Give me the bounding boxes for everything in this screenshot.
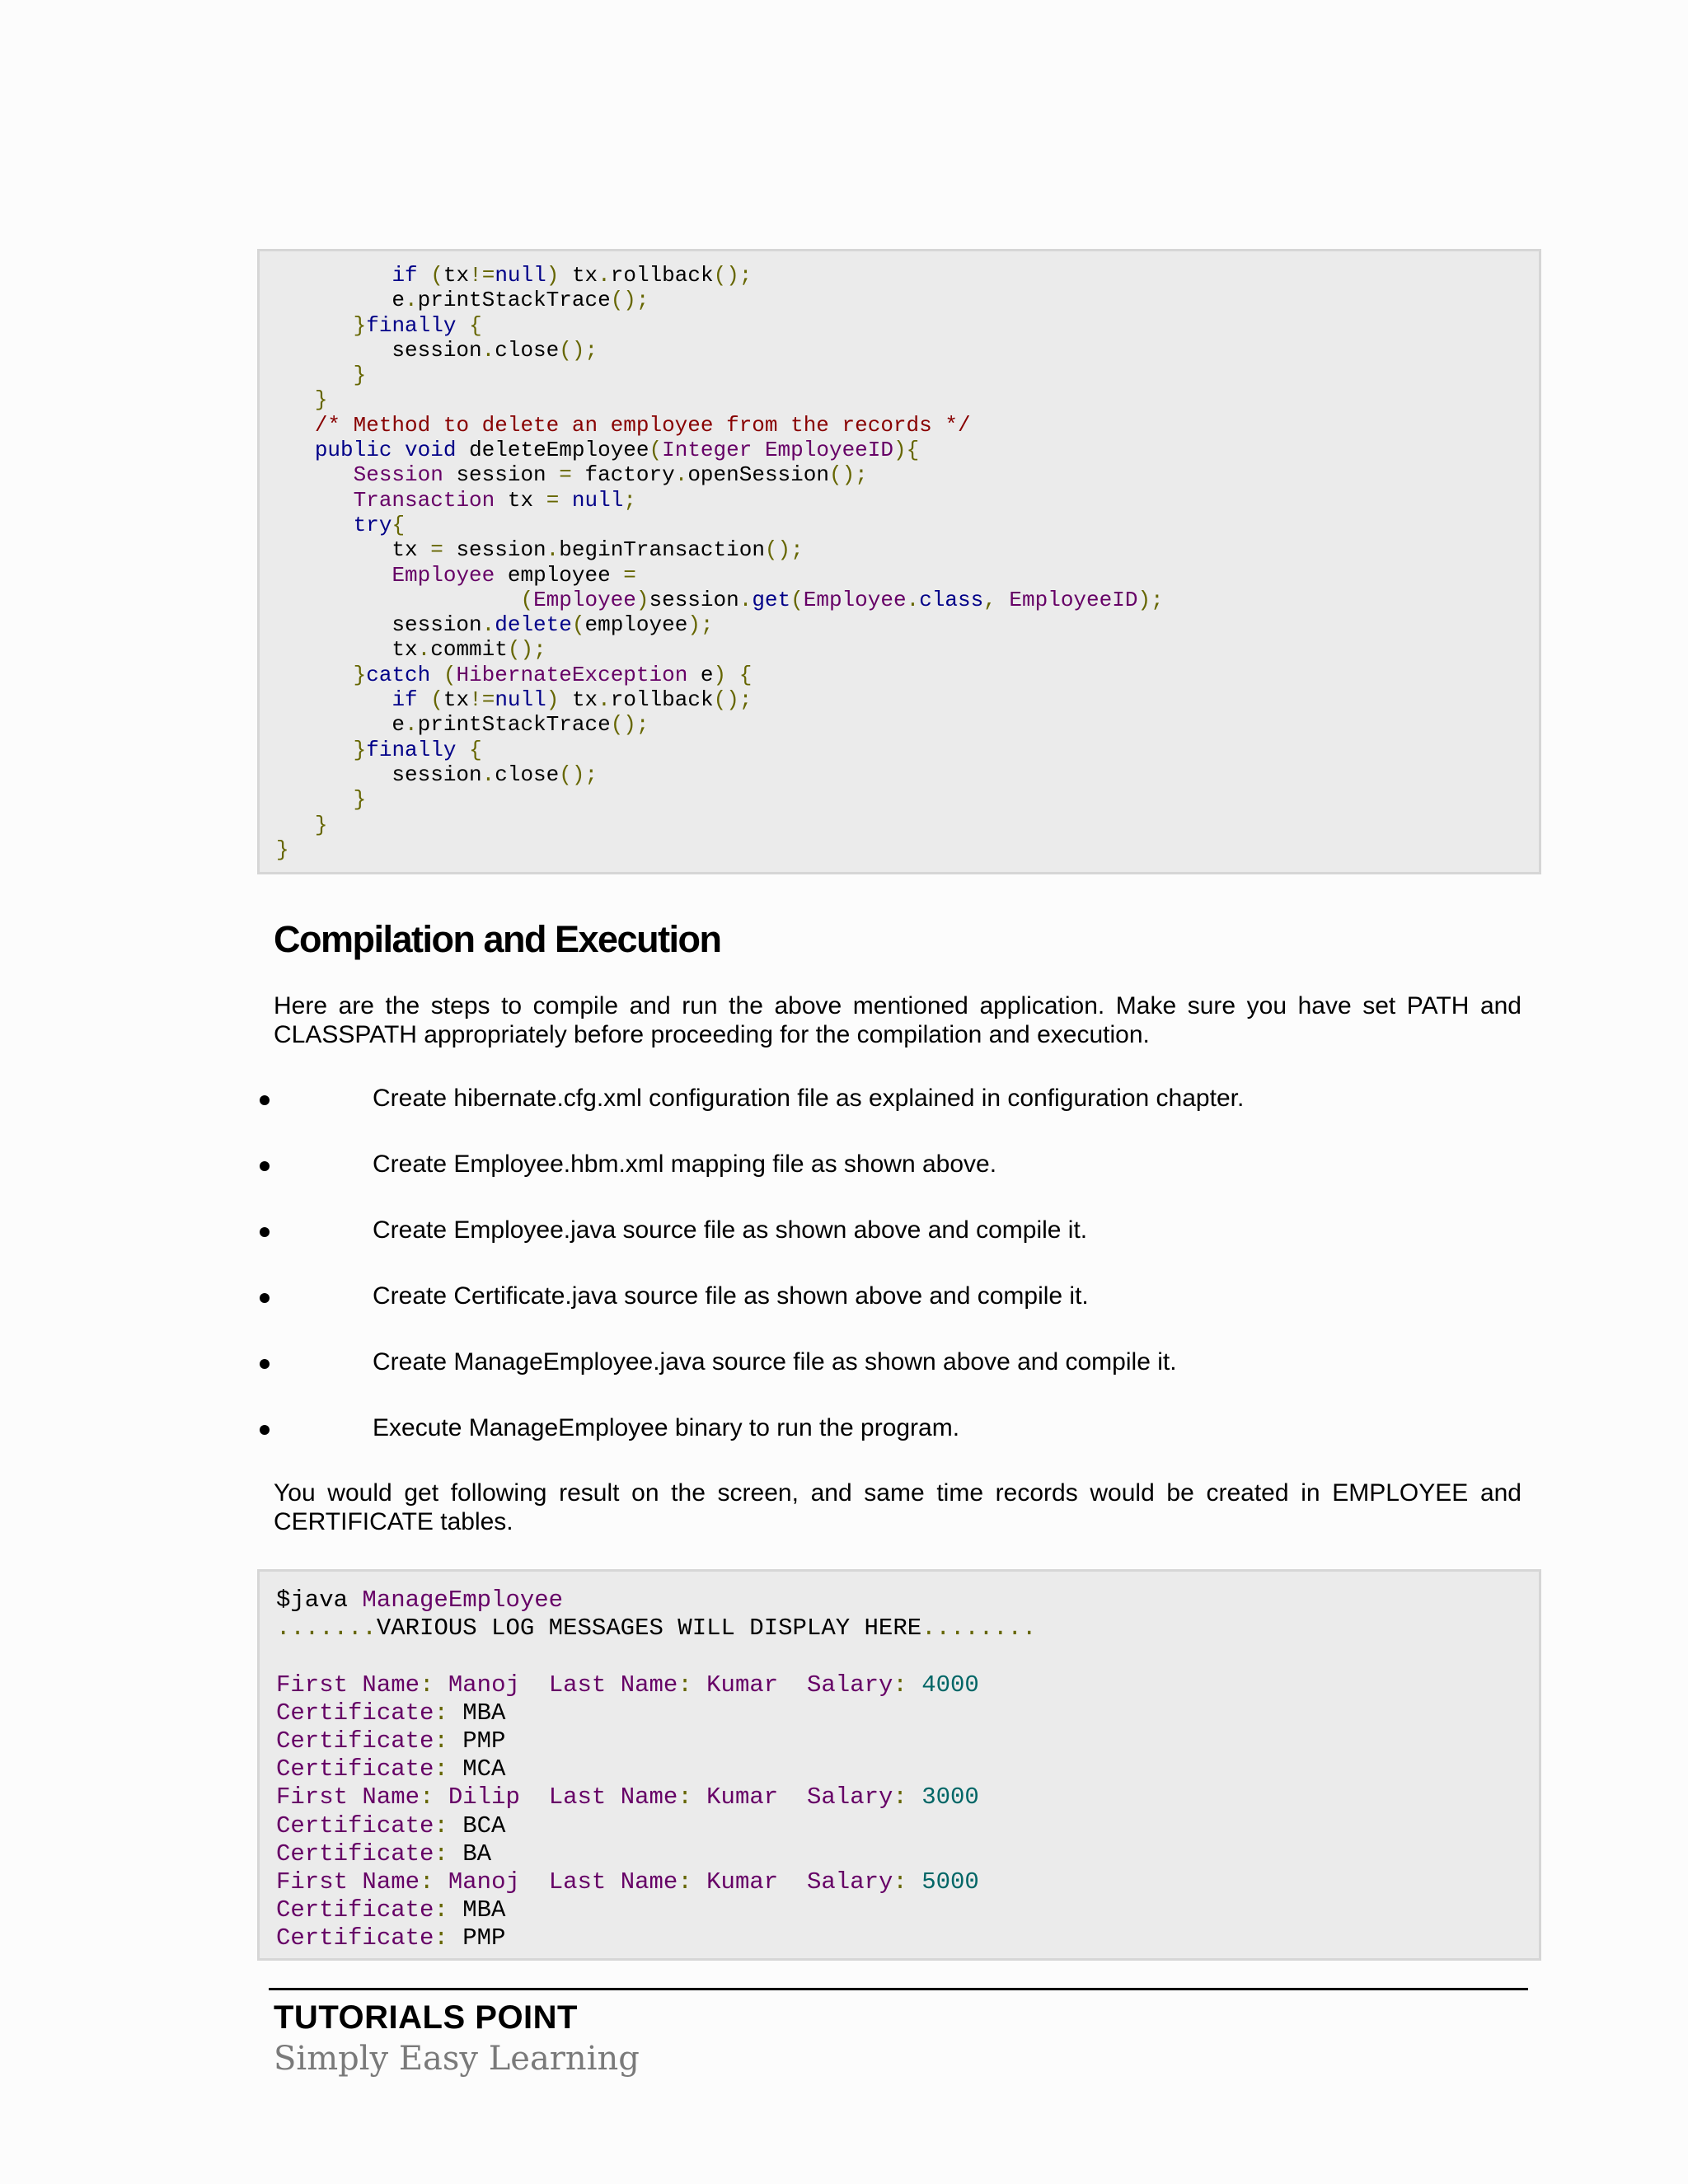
- code-token: .: [417, 637, 431, 663]
- code-line: [276, 263, 1539, 288]
- code-line: [276, 1699, 1539, 1727]
- code-token: [276, 387, 315, 412]
- code-token: delete: [495, 612, 572, 638]
- code-token: :: [434, 1811, 448, 1840]
- code-token: session: [276, 762, 482, 787]
- code-token: rollback: [610, 263, 714, 288]
- code-token: Certificate: [276, 1840, 434, 1868]
- code-token: .: [481, 762, 495, 787]
- code-line: [276, 663, 1539, 687]
- code-token: [276, 787, 354, 812]
- code-line: [276, 738, 1539, 762]
- code-token: [907, 1671, 921, 1699]
- code-token: {: [469, 737, 482, 762]
- code-token: BCA: [448, 1811, 506, 1840]
- code-line: [276, 787, 1539, 812]
- code-token: {: [469, 312, 482, 338]
- code-token: [692, 1671, 706, 1699]
- code-token: );: [687, 612, 714, 638]
- code-token: First: [276, 1783, 349, 1811]
- code-token: [276, 588, 520, 612]
- code-token: [778, 1671, 807, 1699]
- list-item-text: Create Certificate.java source file as shown above and compile it.: [373, 1282, 1089, 1310]
- code-line: [276, 762, 1539, 787]
- code-token: [276, 438, 315, 462]
- code-token: void: [405, 438, 457, 463]
- code-token: tx: [276, 537, 431, 563]
- code-line: [276, 363, 1539, 387]
- code-token: [276, 363, 354, 387]
- list-item: [0, 1282, 1401, 1315]
- code-token: Certificate: [276, 1924, 434, 1952]
- code-token: [276, 663, 354, 687]
- code-block-delete-employee: [257, 249, 1541, 874]
- code-token: [456, 738, 469, 762]
- code-token: [606, 1671, 620, 1699]
- code-token: Name: [362, 1671, 420, 1699]
- code-token: :: [893, 1783, 907, 1811]
- code-token: Last: [548, 1783, 607, 1811]
- code-line: [276, 537, 1539, 562]
- code-token: .: [481, 612, 495, 638]
- code-token: e: [276, 288, 406, 313]
- bullet-dot-icon: [260, 1293, 270, 1303]
- code-token: Dilip: [448, 1783, 520, 1811]
- list-item-text: Create ManageEmployee.java source file as shown above and compile it.: [373, 1348, 1177, 1376]
- code-token: ();: [610, 712, 649, 738]
- code-token: .: [405, 712, 418, 738]
- code-token: Integer: [662, 438, 753, 463]
- code-token: printStackTrace: [417, 288, 611, 313]
- code-token: .......: [276, 1615, 377, 1643]
- code-line: [276, 1727, 1539, 1755]
- code-token: [778, 1783, 807, 1811]
- code-line: [276, 1755, 1539, 1783]
- code-token: :: [420, 1783, 434, 1811]
- code-token: ();: [713, 687, 753, 713]
- code-token: ): [713, 662, 727, 687]
- code-token: =: [623, 562, 636, 588]
- code-token: Certificate: [276, 1755, 434, 1783]
- code-line: [276, 1671, 1539, 1699]
- code-token: Certificate: [276, 1811, 434, 1840]
- code-token: ();: [713, 263, 753, 288]
- code-token: [276, 313, 354, 338]
- code-token: 4000: [921, 1671, 979, 1699]
- code-token: (: [443, 662, 457, 687]
- code-token: :: [420, 1671, 434, 1699]
- code-token: e: [276, 712, 406, 738]
- code-token: .: [405, 288, 418, 313]
- code-token: openSession: [687, 462, 829, 488]
- code-token: }: [314, 812, 328, 837]
- code-line: [276, 488, 1539, 513]
- list-item: [0, 1085, 1401, 1118]
- code-line: [276, 513, 1539, 537]
- code-token: First: [276, 1671, 349, 1699]
- code-token: tx: [495, 487, 546, 513]
- code-token: Name: [362, 1868, 420, 1896]
- code-token: ();: [507, 637, 546, 663]
- code-token: .: [546, 537, 560, 563]
- code-token: finally: [366, 312, 457, 338]
- code-token: [276, 1643, 290, 1670]
- code-token: (: [430, 263, 443, 288]
- code-line: [276, 462, 1539, 487]
- code-token: }: [353, 363, 367, 388]
- list-item-text: Create Employee.java source file as shown above and compile it.: [373, 1216, 1088, 1244]
- code-token: (: [649, 438, 663, 463]
- list-item-text: Execute ManageEmployee binary to run the program.: [373, 1414, 960, 1441]
- code-token: 3000: [921, 1783, 979, 1811]
- code-token: [456, 313, 469, 338]
- code-line: [276, 288, 1539, 312]
- section-title: Compilation and Execution: [274, 918, 721, 960]
- code-token: [434, 1783, 448, 1811]
- code-token: ();: [559, 762, 598, 787]
- code-token: Last: [548, 1868, 607, 1896]
- code-token: ();: [828, 462, 868, 488]
- bullet-dot-icon: [260, 1095, 270, 1105]
- code-token: ,: [983, 587, 996, 612]
- code-token: ): [546, 687, 560, 713]
- code-token: tx: [443, 687, 470, 713]
- code-line: [276, 1896, 1539, 1924]
- code-token: 5000: [921, 1868, 979, 1896]
- code-token: [276, 813, 315, 837]
- code-token: :: [420, 1868, 434, 1896]
- code-token: [726, 663, 739, 687]
- code-token: [276, 263, 392, 288]
- code-line: [276, 837, 1539, 862]
- code-token: [606, 1868, 620, 1896]
- code-token: [520, 1868, 549, 1896]
- code-token: !=: [469, 263, 495, 288]
- code-token: :: [434, 1699, 448, 1727]
- code-token: Employee: [803, 587, 907, 612]
- code-line: [276, 413, 1539, 438]
- code-token: }: [276, 837, 289, 862]
- code-line: [276, 1643, 1539, 1671]
- list-item-text: Create hibernate.cfg.xml configuration file as explained in configuration chapter.: [373, 1085, 1245, 1112]
- code-token: [996, 588, 1010, 612]
- code-token: Salary: [806, 1868, 893, 1896]
- code-line: [276, 1586, 1539, 1615]
- code-token: [907, 1868, 921, 1896]
- code-token: session: [443, 537, 546, 563]
- bullet-dot-icon: [260, 1227, 270, 1237]
- code-token: try: [353, 512, 392, 537]
- bullet-dot-icon: [260, 1425, 270, 1435]
- code-line: [276, 1840, 1539, 1868]
- code-token: ): [635, 587, 649, 612]
- result-paragraph: You would get following result on the screen, and same time records would be created in EMPLOYEE and CERTIFICATE tables.: [274, 1479, 1522, 1535]
- footer-divider: [269, 1988, 1528, 1990]
- code-token: [276, 413, 315, 438]
- code-token: close: [495, 762, 560, 787]
- code-token: [348, 1868, 362, 1896]
- footer-brand: TUTORIALS POINT: [274, 1999, 578, 2036]
- code-token: [348, 1671, 362, 1699]
- code-token: session: [443, 462, 560, 488]
- code-token: =: [546, 487, 560, 513]
- code-token: printStackTrace: [417, 712, 611, 738]
- code-token: $java: [276, 1586, 363, 1614]
- code-token: ();: [610, 288, 649, 313]
- code-token: (: [571, 612, 585, 638]
- code-line: [276, 588, 1539, 612]
- code-token: [606, 1783, 620, 1811]
- code-token: [692, 1868, 706, 1896]
- code-token: Certificate: [276, 1896, 434, 1924]
- code-token: null: [495, 263, 546, 288]
- code-line: [276, 1924, 1539, 1952]
- code-token: /* Method to delete an employee from the records */: [314, 412, 971, 438]
- code-token: {: [738, 662, 753, 687]
- code-token: [276, 488, 354, 513]
- code-token: tx: [443, 263, 470, 288]
- code-token: catch: [366, 662, 431, 687]
- code-token: Employee: [533, 587, 636, 612]
- code-token: ): [546, 263, 560, 288]
- code-token: Manoj: [448, 1868, 520, 1896]
- code-token: session: [276, 337, 482, 363]
- code-line: [276, 813, 1539, 837]
- code-token: get: [752, 587, 791, 612]
- code-token: public: [314, 438, 392, 463]
- code-token: ;: [623, 487, 636, 513]
- code-token: finally: [366, 737, 457, 762]
- code-token: :: [678, 1868, 692, 1896]
- code-token: [559, 488, 572, 513]
- code-token: Salary: [806, 1783, 893, 1811]
- code-token: [778, 1868, 807, 1896]
- code-token: Name: [620, 1868, 678, 1896]
- code-token: Manoj: [448, 1671, 520, 1699]
- code-token: }: [353, 662, 367, 687]
- list-item: [0, 1216, 1401, 1249]
- code-line: [276, 438, 1539, 462]
- code-token: MBA: [448, 1699, 506, 1727]
- code-token: [276, 563, 392, 588]
- code-token: [520, 1783, 549, 1811]
- code-token: e: [687, 662, 714, 687]
- code-line: [276, 387, 1539, 412]
- code-token: null: [495, 687, 546, 713]
- code-token: );: [1137, 587, 1164, 612]
- list-item: [0, 1414, 1401, 1447]
- code-token: :: [434, 1924, 448, 1952]
- list-item: [0, 1348, 1401, 1381]
- code-token: MCA: [448, 1755, 506, 1783]
- code-token: Session: [353, 462, 443, 488]
- code-token: (: [430, 687, 443, 713]
- code-token: Name: [620, 1783, 678, 1811]
- intro-paragraph: Here are the steps to compile and run the above mentioned application. Make sure you have set PATH and CLASSPATH appropriately before proceeding for the compilation and execution.: [274, 992, 1522, 1048]
- code-token: tx: [276, 637, 418, 663]
- code-block-output: [257, 1569, 1541, 1961]
- code-token: :: [434, 1896, 448, 1924]
- code-token: =: [559, 462, 572, 488]
- code-token: :: [434, 1755, 448, 1783]
- code-line: [276, 712, 1539, 737]
- code-token: tx: [559, 687, 598, 713]
- code-token: if: [392, 687, 418, 713]
- code-token: PMP: [448, 1727, 506, 1755]
- code-token: EmployeeID: [764, 438, 893, 463]
- code-token: {: [392, 512, 406, 537]
- code-token: null: [571, 487, 624, 513]
- list-item-text: Create Employee.hbm.xml mapping file as shown above.: [373, 1151, 997, 1178]
- code-token: BA: [448, 1840, 492, 1868]
- code-line: [276, 563, 1539, 588]
- code-token: MBA: [448, 1896, 506, 1924]
- code-line: [276, 1783, 1539, 1811]
- code-token: ){: [893, 438, 920, 463]
- code-token: .: [738, 587, 753, 612]
- code-token: [434, 1671, 448, 1699]
- code-token: [752, 438, 765, 462]
- bullet-dot-icon: [260, 1359, 270, 1369]
- code-token: employee: [495, 562, 624, 588]
- code-token: rollback: [610, 687, 714, 713]
- code-token: [348, 1783, 362, 1811]
- code-token: [276, 513, 354, 537]
- code-token: session: [649, 587, 739, 612]
- code-token: :: [893, 1868, 907, 1896]
- code-token: [276, 687, 392, 712]
- code-token: employee: [584, 612, 688, 638]
- code-token: EmployeeID: [1009, 587, 1138, 612]
- list-item: [0, 1151, 1401, 1183]
- code-token: PMP: [448, 1924, 506, 1952]
- code-line: [276, 612, 1539, 637]
- code-token: :: [678, 1671, 692, 1699]
- footer-tagline: Simply Easy Learning: [274, 2040, 640, 2078]
- code-token: HibernateException: [456, 662, 688, 687]
- code-token: First: [276, 1868, 349, 1896]
- code-line: [276, 338, 1539, 363]
- code-token: :: [893, 1671, 907, 1699]
- code-token: [520, 1671, 549, 1699]
- code-token: !=: [469, 687, 495, 713]
- code-token: class: [919, 587, 984, 612]
- code-token: }: [353, 787, 367, 813]
- code-token: [692, 1783, 706, 1811]
- code-line: [276, 1812, 1539, 1840]
- code-token: (: [790, 587, 804, 612]
- code-token: .: [598, 263, 611, 288]
- code-token: .: [598, 687, 611, 713]
- code-token: Employee: [392, 562, 495, 588]
- code-token: Certificate: [276, 1699, 434, 1727]
- code-token: Last: [548, 1671, 607, 1699]
- code-token: Kumar: [706, 1868, 779, 1896]
- code-token: [276, 462, 354, 487]
- code-token: Kumar: [706, 1783, 779, 1811]
- code-token: deleteEmployee: [456, 438, 649, 463]
- code-token: [392, 438, 405, 462]
- code-token: tx: [559, 263, 598, 288]
- code-line: [276, 1868, 1539, 1896]
- code-token: :: [678, 1783, 692, 1811]
- code-line: [276, 1615, 1539, 1643]
- code-token: Certificate: [276, 1727, 434, 1755]
- code-line: [276, 637, 1539, 662]
- code-token: [430, 663, 443, 687]
- code-token: commit: [430, 637, 508, 663]
- code-token: session: [276, 612, 482, 638]
- code-token: Name: [620, 1671, 678, 1699]
- bullet-dot-icon: [260, 1161, 270, 1171]
- code-token: .: [906, 587, 920, 612]
- code-token: }: [353, 737, 367, 762]
- code-token: Salary: [806, 1671, 893, 1699]
- code-token: .: [674, 462, 688, 488]
- code-token: Name: [362, 1783, 420, 1811]
- code-token: }: [314, 387, 328, 413]
- code-token: close: [495, 337, 560, 363]
- code-token: :: [434, 1727, 448, 1755]
- code-token: VARIOUS LOG MESSAGES WILL DISPLAY HERE: [376, 1615, 922, 1643]
- code-token: :: [434, 1840, 448, 1868]
- code-token: [434, 1868, 448, 1896]
- code-token: Kumar: [706, 1671, 779, 1699]
- code-token: [276, 738, 354, 762]
- code-token: factory: [571, 462, 675, 488]
- code-token: .: [481, 337, 495, 363]
- code-line: [276, 687, 1539, 712]
- code-token: [418, 687, 431, 712]
- code-token: (: [520, 587, 534, 612]
- code-token: =: [430, 537, 443, 563]
- code-token: [418, 263, 431, 288]
- code-token: }: [353, 312, 367, 338]
- code-token: beginTransaction: [559, 537, 765, 563]
- code-token: Transaction: [353, 487, 495, 513]
- code-token: ........: [921, 1615, 1037, 1643]
- code-token: ();: [764, 537, 804, 563]
- code-token: if: [392, 263, 418, 288]
- code-line: [276, 313, 1539, 338]
- code-token: ();: [559, 337, 598, 363]
- code-token: ManageEmployee: [362, 1586, 564, 1614]
- code-token: [907, 1783, 921, 1811]
